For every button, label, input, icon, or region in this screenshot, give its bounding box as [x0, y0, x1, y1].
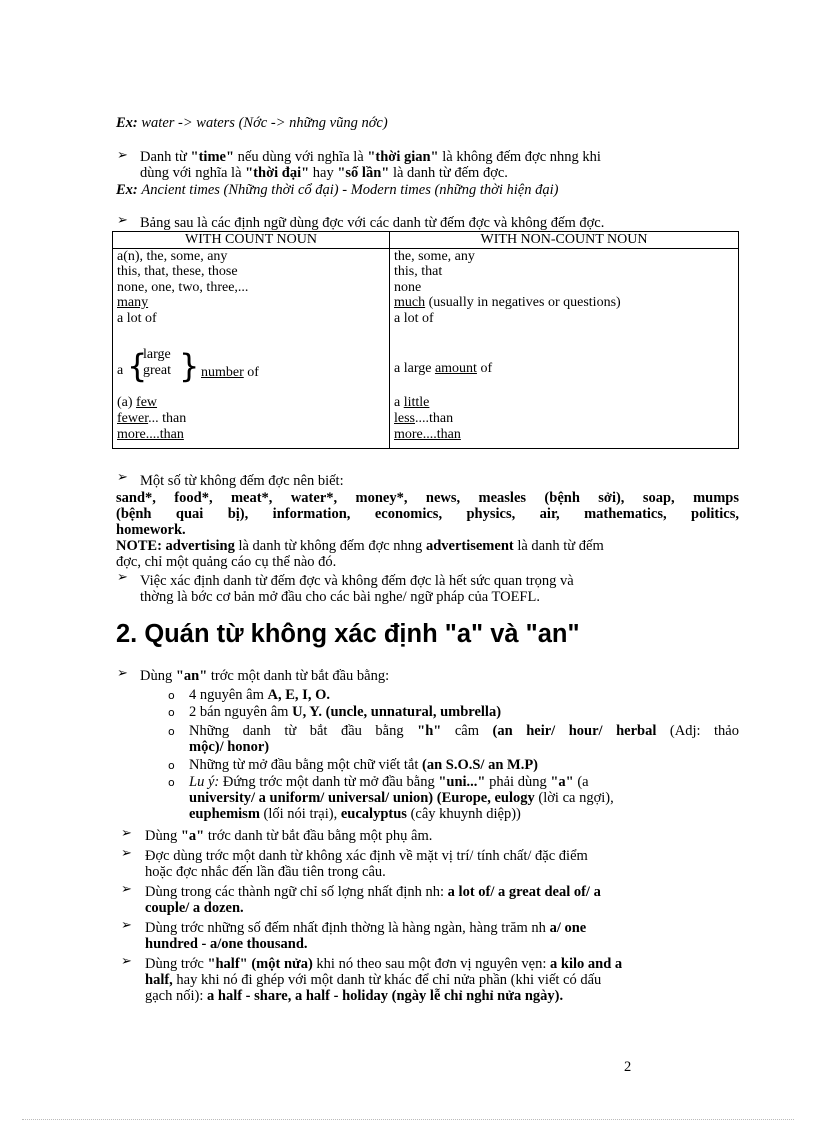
half-line-1: Dùng trớc "half" (một nửa) khi nó theo sau một đơn vị nguyên vẹn: a kilo and a: [145, 956, 623, 972]
example-label: Ex:: [116, 115, 138, 131]
noncount-column: the, some, any this, that none much (usually in negatives or questions) a lot of a large amount of a little less....than more....than: [390, 248, 739, 448]
arrow-bullet-icon: ➢: [117, 213, 128, 228]
toefl-line-2: thờng là bớc cơ bản mở đầu cho các bài nghe/ ngữ pháp của TOEFL.: [140, 589, 540, 605]
note-line-2: đợc, chỉ một quảng cáo cụ thể nào đó.: [116, 554, 337, 570]
uncountable-list-2: (bệnh quai bị), information, economics, physics, air, mathematics, politics,: [116, 506, 739, 522]
arrow-bullet-icon: ➢: [117, 148, 128, 163]
uni-item-2: university/ a uniform/ universal/ union) (Europe, eulogy (lời ca ngợi),: [189, 790, 614, 806]
uni-item-1: Lu ý: Đứng trớc một danh từ mở đầu bằng "uni..." phải dùng "a" (a: [189, 774, 589, 790]
time-line-1: Danh từ "time" nếu dùng với nghĩa là "thời gian" là không đếm đợc nhng khi: [140, 149, 601, 165]
arrow-bullet-icon: ➢: [121, 826, 132, 841]
circle-bullet-icon: o: [168, 725, 175, 738]
arrow-bullet-icon: ➢: [121, 954, 132, 969]
uncountable-list-1: sand*, food*, meat*, water*, money*, news, measles (bệnh sởi), soap, mumps: [116, 490, 739, 506]
uncountable-list-3: homework.: [116, 522, 186, 538]
table-intro: Bảng sau là các định ngữ dùng đợc với các danh từ đếm đợc và không đếm đợc.: [140, 215, 605, 231]
half-line-2: half, hay khi nó đi ghép với một danh từ khác để chỉ nửa phần (khi viết có dấu: [145, 972, 602, 988]
half-line-3: gạch nối): a half - share, a half - holiday (ngày lễ chỉ nghỉ nửa ngày).: [145, 988, 564, 1004]
silent-h-item-2: mộc)/ honor): [189, 739, 270, 755]
table-header-row: [113, 232, 739, 249]
example-water: [116, 115, 388, 132]
page-bottom-border: [22, 1119, 794, 1120]
idiom-line-2: couple/ a dozen.: [145, 900, 244, 916]
circle-bullet-icon: o: [168, 759, 175, 772]
example-ancient: [116, 182, 558, 199]
determiner-table: [112, 231, 739, 449]
indefinite-line-1: Đợc dùng trớc một danh từ không xác định về mặt vị trí/ tính chất/ đặc điểm: [145, 848, 588, 864]
arrow-bullet-icon: ➢: [121, 846, 132, 861]
vowels-item: 4 nguyên âm A, E, I, O.: [189, 687, 330, 703]
an-intro: Dùng "an" trớc một danh từ bắt đầu bằng:: [140, 668, 390, 684]
silent-h-item-1: Những danh từ bắt đầu bằng "h" câm (an heir/ hour/ herbal (Adj: thảo: [189, 723, 739, 739]
example-text: water -> waters (Nớc -> những vũng nớc): [141, 115, 388, 131]
example-label: Ex:: [116, 182, 138, 198]
indefinite-line-2: hoặc đợc nhắc đến lần đầu tiên trong câu.: [145, 864, 386, 880]
numbers-line-2: hundred - a/one thousand.: [145, 936, 308, 952]
section-heading: 2. Quán từ không xác định "a" và "an": [116, 620, 580, 648]
uni-item-3: euphemism (lối nói trại), eucalyptus (cây khuynh diệp)): [189, 806, 521, 822]
header-noncount: WITH NON-COUNT NOUN: [390, 232, 739, 249]
numbers-line-1: Dùng trớc những số đếm nhất định thờng là hàng ngàn, hàng trăm nh a/ one: [145, 920, 587, 936]
table-row: [113, 248, 739, 448]
example-text: Ancient times (Những thời cổ đại) - Modern times (những thời hiện đại): [141, 182, 559, 198]
a-consonant: Dùng "a" trớc danh từ bắt đầu bằng một phụ âm.: [145, 828, 433, 844]
arrow-bullet-icon: ➢: [117, 666, 128, 681]
note-line-1: NOTE: advertising là danh từ không đếm đợc nhng advertisement là danh từ đếm: [116, 538, 604, 554]
uncountable-intro: Một số từ không đếm đợc nên biết:: [140, 473, 344, 489]
circle-bullet-icon: o: [168, 776, 175, 789]
toefl-line-1: Việc xác định danh từ đếm đợc và không đếm đợc là hết sức quan trọng và: [140, 573, 574, 589]
circle-bullet-icon: o: [168, 706, 175, 719]
semivowels-item: 2 bán nguyên âm U, Y. (uncle, unnatural, umbrella): [189, 704, 502, 720]
idiom-line-1: Dùng trong các thành ngữ chỉ số lợng nhất định nh: a lot of/ a great deal of/ a: [145, 884, 601, 900]
right-brace-icon: }: [179, 346, 200, 385]
header-count: WITH COUNT NOUN: [113, 232, 390, 249]
arrow-bullet-icon: ➢: [117, 570, 128, 585]
arrow-bullet-icon: ➢: [121, 882, 132, 897]
time-line-2: dùng với nghĩa là "thời đại" hay "số lần" là danh từ đếm đợc.: [140, 165, 508, 181]
abbreviation-item: Những từ mở đầu bằng một chữ viết tắt (an S.O.S/ an M.P): [189, 757, 539, 773]
arrow-bullet-icon: ➢: [121, 918, 132, 933]
count-column: a(n), the, some, any this, that, these, those none, one, two, three,... many a lot of a { large great } number of (a) few fewer... than more....than: [113, 248, 390, 448]
page-number: 2: [624, 1059, 632, 1075]
circle-bullet-icon: o: [168, 689, 175, 702]
arrow-bullet-icon: ➢: [117, 470, 128, 485]
left-brace-icon: {: [127, 346, 148, 385]
